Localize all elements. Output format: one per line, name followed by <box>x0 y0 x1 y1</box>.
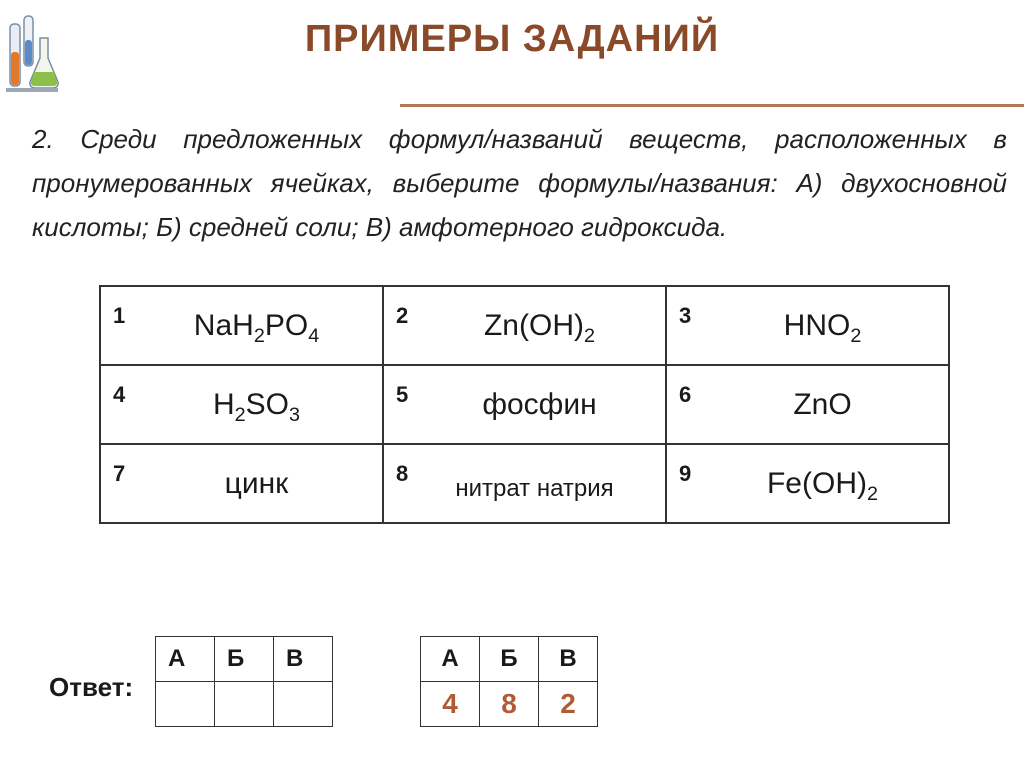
cell-substance: цинк <box>224 467 289 500</box>
answer-table-blank <box>155 636 333 727</box>
cell-number: 8 <box>396 461 409 486</box>
substances-grid <box>99 285 950 524</box>
cell-substance: $Zn(OH)_2$ <box>483 309 595 347</box>
cell-substance: ZnO <box>793 388 852 421</box>
grid-cell <box>383 444 666 523</box>
grid-cell <box>100 444 383 523</box>
cell-substance: $Fe(OH)_2$ <box>766 467 878 505</box>
cell-substance: $HNO_2$ <box>783 309 862 347</box>
answer-value: 8 <box>480 682 539 727</box>
answer-value: 4 <box>421 682 480 727</box>
answer-blank-cell <box>156 682 215 727</box>
answer-header: Б <box>480 637 539 682</box>
cell-number: 6 <box>679 382 692 407</box>
task-text: 2. Среди предложенных формул/названий веществ, расположенных в пронумерованных ячейках, выберите формулы/названия: А) двухосновной кислоты; Б) средней соли; В) амфотерного гидроксида. <box>32 124 1007 242</box>
cell-number: 4 <box>113 382 126 407</box>
cell-number: 5 <box>396 382 409 407</box>
grid-cell <box>666 444 949 523</box>
grid-cell <box>383 286 666 365</box>
answer-header: А <box>421 637 480 682</box>
answer-table-filled <box>420 636 598 727</box>
cell-number: 9 <box>679 461 692 486</box>
cell-number: 7 <box>113 461 126 486</box>
answer-blank-cell <box>274 682 333 727</box>
grid-cell <box>666 286 949 365</box>
cell-substance: $NaH_2PO_4$ <box>193 309 320 347</box>
answer-header: Б <box>215 637 274 682</box>
cell-number: 1 <box>113 303 126 328</box>
cell-substance: фосфин <box>482 388 597 421</box>
grid-cell <box>100 365 383 444</box>
grid-cell <box>666 365 949 444</box>
cell-substance: нитрат натрия <box>455 475 614 502</box>
cell-number: 2 <box>396 303 409 328</box>
answer-blank-cell <box>215 682 274 727</box>
answer-header: В <box>274 637 333 682</box>
title-underline <box>400 104 1024 107</box>
page-title: ПРИМЕРЫ ЗАДАНИЙ <box>304 18 720 60</box>
cell-substance: $H_2SO_3$ <box>212 388 301 426</box>
cell-number: 3 <box>679 303 692 328</box>
answer-header: А <box>156 637 215 682</box>
grid-cell <box>383 365 666 444</box>
answer-header: В <box>539 637 598 682</box>
answer-value: 2 <box>539 682 598 727</box>
answer-label: Ответ: <box>49 672 134 702</box>
grid-cell <box>100 286 383 365</box>
